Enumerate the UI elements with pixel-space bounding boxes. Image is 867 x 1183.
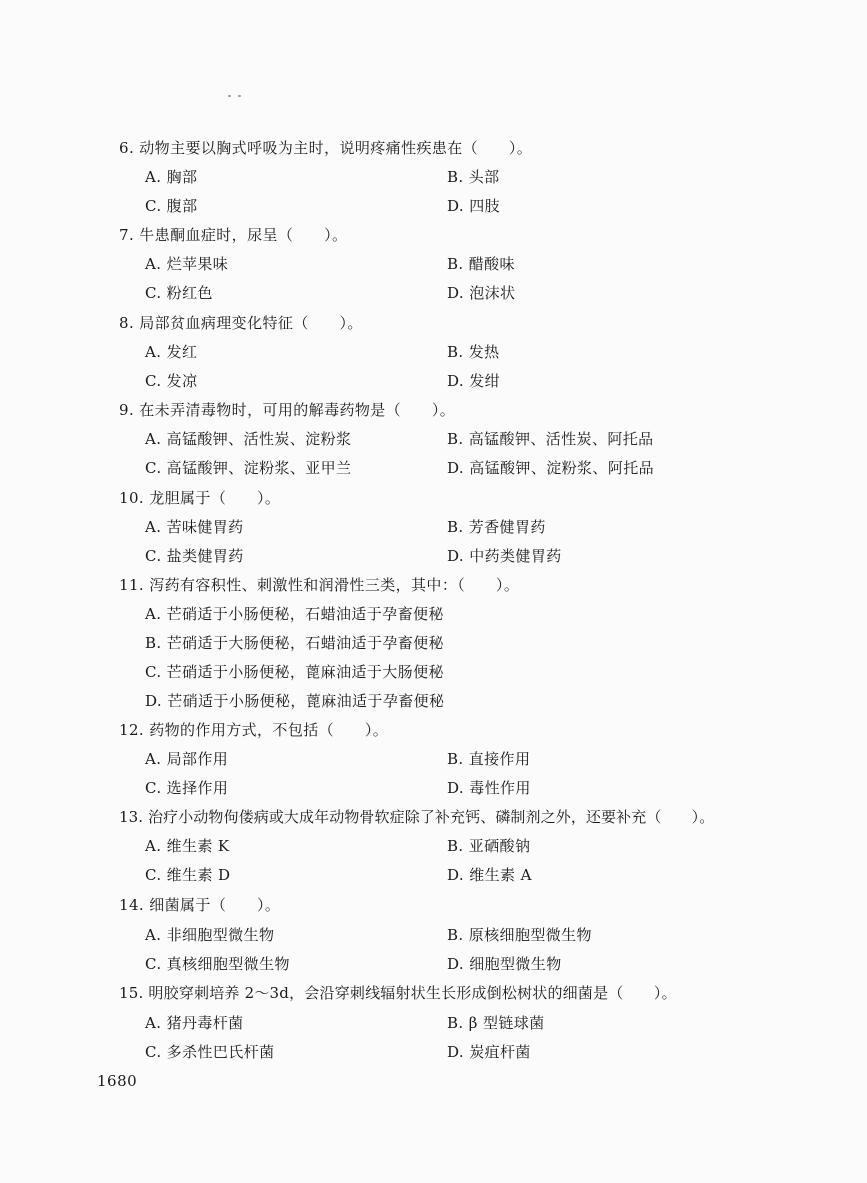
question-7-stem: 7. 牛患酮血症时，尿呈（ ）。 bbox=[119, 226, 348, 244]
question-12-option-d: D. 毒性作用 bbox=[447, 779, 531, 797]
question-6-option-b: B. 头部 bbox=[447, 168, 500, 186]
question-13-option-c: C. 维生素 D bbox=[145, 866, 231, 884]
question-7-option-a: A. 烂苹果味 bbox=[145, 255, 229, 273]
question-7-option-b: B. 醋酸味 bbox=[447, 255, 515, 273]
question-8-option-c: C. 发凉 bbox=[145, 372, 198, 390]
question-15-option-c: C. 多杀性巴氏杆菌 bbox=[145, 1043, 275, 1061]
question-13-option-b: B. 亚硒酸钠 bbox=[447, 837, 531, 855]
question-12-stem: 12. 药物的作用方式，不包括（ ）。 bbox=[119, 721, 389, 739]
question-9-option-c: C. 高锰酸钾、淀粉浆、亚甲兰 bbox=[145, 459, 352, 477]
question-6-option-c: C. 腹部 bbox=[145, 197, 198, 215]
question-10-stem: 10. 龙胆属于（ ）。 bbox=[119, 489, 281, 507]
page-number: 1680 bbox=[97, 1072, 138, 1090]
question-14-option-d: D. 细胞型微生物 bbox=[447, 955, 562, 973]
question-6-option-a: A. 胸部 bbox=[145, 168, 198, 186]
question-9-stem: 9. 在未弄清毒物时，可用的解毒药物是（ ）。 bbox=[119, 401, 456, 419]
question-11-stem: 11. 泻药有容积性、刺激性和润滑性三类，其中：（ ）。 bbox=[119, 576, 520, 594]
question-6-stem: 6. 动物主要以胸式呼吸为主时，说明疼痛性疾患在（ ）。 bbox=[119, 139, 533, 157]
question-15-option-b: B. β 型链球菌 bbox=[447, 1014, 545, 1032]
question-15-option-a: A. 猪丹毒杆菌 bbox=[145, 1014, 244, 1032]
question-13-option-d: D. 维生素 A bbox=[447, 866, 532, 884]
question-14-option-a: A. 非细胞型微生物 bbox=[145, 926, 275, 944]
question-15-stem: 15. 明胶穿刺培养 2～3d，会沿穿刺线辐射状生长形成倒松树状的细菌是（ ）。 bbox=[119, 984, 677, 1002]
question-14-option-c: C. 真核细胞型微生物 bbox=[145, 955, 290, 973]
question-6-option-d: D. 四肢 bbox=[447, 197, 501, 215]
question-13-stem: 13. 治疗小动物佝偻病或大成年动物骨软症除了补充钙、磷制剂之外，还要补充（ ）。 bbox=[119, 808, 715, 826]
question-8-option-b: B. 发热 bbox=[447, 343, 500, 361]
question-12-option-b: B. 直接作用 bbox=[447, 750, 531, 768]
question-9-option-a: A. 高锰酸钾、活性炭、淀粉浆 bbox=[145, 430, 352, 448]
question-10-option-c: C. 盐类健胃药 bbox=[145, 547, 244, 565]
question-15-option-d: D. 炭疽杆菌 bbox=[447, 1043, 531, 1061]
question-10-option-b: B. 芳香健胃药 bbox=[447, 518, 546, 536]
question-10-option-a: A. 苦味健胃药 bbox=[145, 518, 244, 536]
question-11-option-b: B. 芒硝适于大肠便秘，石蜡油适于孕畜便秘 bbox=[145, 634, 444, 652]
scan-speck bbox=[228, 95, 231, 97]
question-12-option-c: C. 选择作用 bbox=[145, 779, 229, 797]
question-13-option-a: A. 维生素 K bbox=[145, 837, 230, 855]
question-10-option-d: D. 中药类健胃药 bbox=[447, 547, 562, 565]
question-8-option-a: A. 发红 bbox=[145, 343, 198, 361]
question-12-option-a: A. 局部作用 bbox=[145, 750, 229, 768]
question-8-stem: 8. 局部贫血病理变化特征（ ）。 bbox=[119, 314, 363, 332]
question-9-option-d: D. 高锰酸钾、淀粉浆、阿托品 bbox=[447, 459, 655, 477]
question-14-option-b: B. 原核细胞型微生物 bbox=[447, 926, 592, 944]
question-7-option-c: C. 粉红色 bbox=[145, 284, 213, 302]
question-8-option-d: D. 发绀 bbox=[447, 372, 501, 390]
question-11-option-c: C. 芒硝适于小肠便秘，蓖麻油适于大肠便秘 bbox=[145, 663, 444, 681]
question-7-option-d: D. 泡沫状 bbox=[447, 284, 516, 302]
question-9-option-b: B. 高锰酸钾、活性炭、阿托品 bbox=[447, 430, 654, 448]
question-11-option-d: D. 芒硝适于小肠便秘，蓖麻油适于孕畜便秘 bbox=[145, 692, 445, 710]
question-11-option-a: A. 芒硝适于小肠便秘，石蜡油适于孕畜便秘 bbox=[145, 605, 444, 623]
question-14-stem: 14. 细菌属于（ ）。 bbox=[119, 896, 281, 914]
scan-speck bbox=[238, 95, 241, 97]
